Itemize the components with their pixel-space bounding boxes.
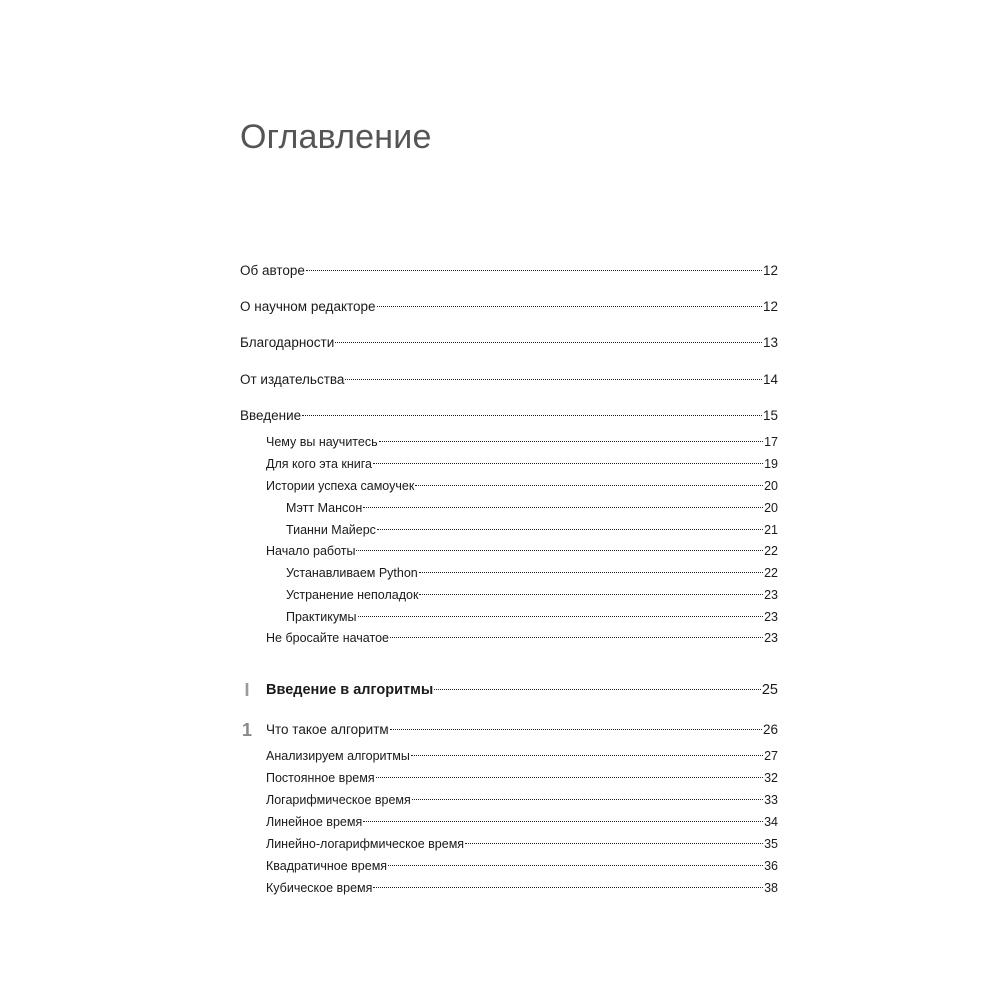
dot-leader — [419, 594, 763, 595]
toc-entry — [286, 608, 778, 626]
toc-entry — [266, 542, 778, 560]
dot-leader — [302, 415, 762, 416]
toc-entry-page-number: 22 — [764, 566, 778, 580]
toc-entry — [240, 407, 778, 425]
toc-entry-title: От издательства — [240, 372, 345, 387]
toc-entry — [266, 455, 778, 473]
dot-leader — [363, 821, 763, 822]
toc-entry — [240, 262, 778, 280]
toc-entry — [286, 521, 778, 539]
toc-entry — [286, 499, 778, 517]
toc-entry-page-number: 26 — [762, 722, 778, 737]
toc-entry-title: Чему вы научитесь — [266, 435, 378, 449]
dot-leader — [363, 507, 763, 508]
dot-leader — [376, 777, 764, 778]
toc-entry-title: Тианни Майерс — [286, 523, 376, 537]
toc-entry-title: Благодарности — [240, 335, 335, 350]
toc-entry-page-number: 27 — [764, 749, 778, 763]
toc-entry — [266, 857, 778, 875]
toc-entry-page-number: 35 — [764, 837, 778, 851]
toc-entry-title: О научном редакторе — [240, 299, 376, 314]
toc-entry-title: Введение — [240, 408, 302, 423]
dot-leader — [390, 637, 763, 638]
toc-entry-page-number: 23 — [764, 631, 778, 645]
toc-entry-title: Для кого эта книга — [266, 457, 372, 471]
toc-entry — [266, 477, 778, 495]
toc-entry — [286, 586, 778, 604]
toc-entry — [266, 813, 778, 831]
dot-leader — [345, 379, 762, 380]
dot-leader — [373, 463, 763, 464]
toc-entry-title: Линейно-логарифмическое время — [266, 837, 465, 851]
toc-entry-page-number: 23 — [764, 610, 778, 624]
dot-leader — [377, 529, 763, 530]
toc-entry-title: Линейное время — [266, 815, 363, 829]
toc-entry-title: Квадратичное время — [266, 859, 388, 873]
toc-entry-title: Не бросайте начатое — [266, 631, 389, 645]
toc-entry-page-number: 34 — [764, 815, 778, 829]
dot-leader — [411, 755, 763, 756]
page-title: Оглавление — [240, 118, 432, 156]
toc-entry-page-number: 12 — [762, 299, 778, 314]
toc-entry — [240, 298, 778, 316]
toc-entry — [244, 680, 778, 700]
toc-entry-page-number: 20 — [764, 501, 778, 515]
toc-entry-page-number: 23 — [764, 588, 778, 602]
toc-entry-page-number: 38 — [764, 881, 778, 895]
toc-entry-title: Устанавливаем Python — [286, 566, 418, 580]
dot-leader — [358, 616, 764, 617]
toc-entry-title: Начало работы — [266, 544, 356, 558]
dot-leader — [434, 689, 761, 690]
toc-entry-page-number: 36 — [764, 859, 778, 873]
toc-entry-title: Кубическое время — [266, 881, 373, 895]
toc-entry-page-number: 20 — [764, 479, 778, 493]
toc-entry-title: Устранение неполадок — [286, 588, 419, 602]
dot-leader — [390, 729, 762, 730]
toc-entry-page-number: 21 — [764, 523, 778, 537]
dot-leader — [388, 865, 763, 866]
toc-entry-title: Логарифмическое время — [266, 793, 411, 807]
dot-leader — [379, 441, 763, 442]
dot-leader — [465, 843, 763, 844]
toc-entry-page-number: 12 — [762, 263, 778, 278]
toc-entry — [240, 371, 778, 389]
toc-entry-page-number: 33 — [764, 793, 778, 807]
toc-entry-page-number: 15 — [762, 408, 778, 423]
dot-leader — [415, 485, 763, 486]
toc-entry-page-number: 22 — [764, 544, 778, 558]
toc-entry — [241, 720, 778, 740]
toc-entry — [266, 629, 778, 647]
toc-entry-page-number: 25 — [761, 682, 778, 698]
dot-leader — [377, 306, 762, 307]
toc-entry-title: Анализируем алгоритмы — [266, 749, 410, 763]
toc-entry-title: Мэтт Мансон — [286, 501, 363, 515]
dot-leader — [373, 887, 763, 888]
toc-entry — [266, 769, 778, 787]
dot-leader — [335, 342, 762, 343]
toc-entry-title: Введение в алгоритмы — [266, 682, 434, 698]
toc-entry-title: Постоянное время — [266, 771, 375, 785]
toc-entry — [266, 747, 778, 765]
toc-entry — [266, 879, 778, 897]
toc-entry-title: Истории успеха самоучек — [266, 479, 415, 493]
toc-entry-page-number: 14 — [762, 372, 778, 387]
toc-entry — [266, 791, 778, 809]
dot-leader — [306, 270, 762, 271]
chapter-number: 1 — [241, 720, 252, 740]
toc-entry — [240, 334, 778, 352]
toc-entry-page-number: 32 — [764, 771, 778, 785]
toc-entry — [266, 433, 778, 451]
toc-entry — [266, 835, 778, 853]
dot-leader — [356, 550, 763, 551]
toc-entry-page-number: 19 — [764, 457, 778, 471]
toc-entry-title: Об авторе — [240, 263, 305, 278]
toc-entry-page-number: 17 — [764, 435, 778, 449]
toc-entry-title: Практикумы — [286, 610, 357, 624]
dot-leader — [419, 572, 763, 573]
toc-entry — [286, 564, 778, 582]
dot-leader — [412, 799, 763, 800]
toc-entry-title: Что такое алгоритм — [266, 722, 389, 737]
toc-entry-page-number: 13 — [762, 335, 778, 350]
part-number: I — [244, 680, 250, 700]
